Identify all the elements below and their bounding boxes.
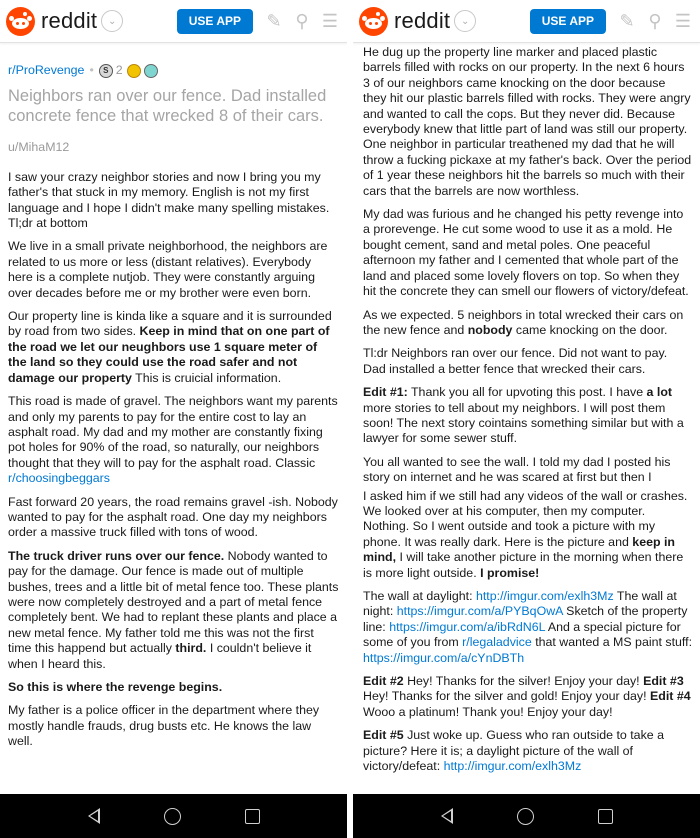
paragraph: Edit #1: Thank you all for upvoting this post. I have a lot more stories to tell about my neighbors. I will post them soon! The next story cointains something similar but with a lawyer for some sewer stuff. — [363, 385, 684, 446]
reddit-wordmark[interactable]: reddit — [41, 8, 98, 33]
paragraph: Fast forward 20 years, the road remains gravel -ish. Nobody wanted to pay for the asphalt road. One day my neighbors order a massive truck filled with tons of wood. — [8, 494, 338, 540]
post-content — [353, 43, 700, 794]
menu-icon[interactable]: ☰ — [321, 10, 339, 31]
post-author[interactable]: u/MihaM12 — [8, 140, 70, 155]
paragraph: I asked him if we still had any videos of the wall or crashes. We looked over at his computer, then my computer. Nothing. So I went outside and took a picture with my phone. It was really dark. Here is the picture and keep in mind, I will take another picture in the morning when there is more light outside. I promise! — [363, 488, 688, 580]
paragraph: As we expected. 5 neighbors in total wrecked their cars on the new fence and nobody came knocking on the door. — [363, 307, 684, 337]
paragraph: The truck driver runs over our fence. Nobody wanted to pay for the damage. Our fence is made out of multiple bushes, trees and a little bit of metal fence too. These plants were now completely destroyed and a part of metal fence completely bent. We had to replant these plants and place a new metal fence. My father told me this was not the first time this happend but actually third. I couldn't believe it when I heard this. — [8, 548, 339, 671]
reddit-wordmark[interactable]: reddit — [394, 8, 451, 33]
paragraph: You all wanted to see the wall. I told my dad I posted his story on internet and he was scared at first but then I — [363, 454, 671, 485]
paragraph: Our property line is kinda like a square and it is surrounded by road from two sides. Keep in mind that on one part of the road we let our neughbors use 1 square meter of the land so they could use the road safer and not damage our property This is cruicial information. — [8, 309, 332, 385]
separator: • — [89, 63, 94, 77]
use-app-button[interactable]: USE APP — [530, 9, 606, 34]
silver-award-icon: S — [99, 64, 113, 78]
back-icon[interactable] — [88, 808, 100, 824]
imgur-link-night[interactable]: https://imgur.com/a/PYBqOwA — [396, 604, 563, 619]
paragraph: This road is made of gravel. The neighbors want my parents and only my parents to pay for the entire cost to lay an asphalt road. My dad and my mother are constantly fixing pot holes for 90% of the road, so naturally, our neighbors thought that they will to pay for the asphalt road. Classic r/choosingbeggars — [8, 394, 338, 486]
chevron-down-icon[interactable]: ⌄ — [101, 10, 123, 32]
paragraph: We live in a small private neighborhood, the neighbors are related to us more or less (distant relatives). Everybody here is a complete nutjob. They were constantly arguing over decades before me or my brother were even born. — [8, 239, 328, 300]
paragraph: I saw your crazy neighbor stories and now I bring you my father's that stuck in my memory. English is not my first language and I hope I didn't make many spelling mistakes. Tl;dr at bottom — [8, 169, 330, 231]
search-icon[interactable]: ⚲ — [295, 10, 309, 31]
right-screenshot — [353, 0, 700, 838]
imgur-link-mspaint[interactable]: https://imgur.com/a/cYnDBTh — [363, 650, 525, 665]
home-icon[interactable] — [517, 808, 534, 825]
android-nav-bar — [0, 794, 347, 838]
paragraph: My father is a police officer in the department where they mostly handle frauds, drug busts etc. He knows the law well. — [8, 703, 320, 749]
imgur-link-sketch[interactable]: https://imgur.com/a/ibRdN6L — [389, 619, 546, 634]
home-icon[interactable] — [164, 808, 181, 825]
legaladvice-link[interactable]: r/legaladvice — [462, 635, 532, 650]
paragraph: The wall at daylight: http://imgur.com/exlh3Mz The wall at night: https://imgur.com/a/PYBqOwA Sketch of the property line: https://imgur.com/a/ibRdN6L And a special picture for some of you from r/legaladvice that wanted a MS paint stuff: https://imgur.com/a/cYnDBTh — [363, 589, 693, 665]
post-title[interactable]: Neighbors ran over our fence. Dad installed concrete fence that wrecked 8 of their cars. — [8, 87, 327, 126]
paragraph: So this is where the revenge begins. — [8, 680, 223, 694]
pencil-icon[interactable]: ✎ — [619, 10, 635, 31]
platinum-award-icon — [144, 64, 158, 78]
left-screenshot — [0, 0, 347, 838]
back-icon[interactable] — [441, 808, 453, 824]
use-app-button[interactable]: USE APP — [177, 9, 253, 34]
pencil-icon[interactable]: ✎ — [266, 10, 282, 31]
silver-award-count: 2 — [115, 63, 123, 77]
search-icon[interactable]: ⚲ — [648, 10, 662, 31]
paragraph: My dad was furious and he changed his petty revenge into a prorevenge. He cut some wood to use it as a mold. He bought cement, sand and metal poles. One peaceful afternoon my father and I cemented that whole part of the land and placed some lovely flovers on top. So when they hit the concrete they can smell our flowers of victory/defeat. — [363, 207, 689, 299]
gold-award-icon — [127, 64, 141, 78]
choosingbeggars-link[interactable]: r/choosingbeggars — [8, 471, 110, 486]
reddit-logo-icon[interactable] — [359, 7, 388, 36]
menu-icon[interactable]: ☰ — [674, 10, 692, 31]
paragraph: Edit #5 Just woke up. Guess who ran outside to take a picture? Here it is; a daylight picture of the wall of victory/defeat: http://imgur.com/exlh3Mz — [363, 728, 664, 774]
top-bar — [353, 0, 700, 43]
paragraph: Tl:dr Neighbors ran over our fence. Did not want to pay. Dad installed a better fence that wrecked their cars. — [363, 346, 668, 376]
recents-icon[interactable] — [245, 809, 260, 824]
paragraph: He dug up the property line marker and placed plastic barrels filled with rocks on our property. In the next 6 hours 3 of our neighbors came knocking on the door because they hit our plastic barrels filled with rocks. They were angry and wanted to call the cops. But they never did. Because everybody knew that little part of land was still our property. One neighbor in particular treathened my dad that he will throw a fucking pickaxe at my father's back. Over the period of 1 year these neighbors hit the barrels so much with their cars that the barrels are now worthless. — [363, 45, 692, 198]
imgur-link-daylight-2[interactable]: http://imgur.com/exlh3Mz — [443, 759, 582, 774]
chevron-down-icon[interactable]: ⌄ — [454, 10, 476, 32]
top-bar — [0, 0, 347, 43]
imgur-link-daylight[interactable]: http://imgur.com/exlh3Mz — [475, 589, 614, 603]
paragraph: Edit #2 Hey! Thanks for the silver! Enjoy your day! Edit #3 Hey! Thanks for the silver and gold! Enjoy your day! Edit #4 Wooo a platinum! Thank you! Enjoy your day! — [363, 674, 691, 719]
post-meta — [8, 63, 339, 78]
post-content — [0, 43, 347, 794]
recents-icon[interactable] — [598, 809, 613, 824]
reddit-logo-icon[interactable] — [6, 7, 35, 36]
android-nav-bar — [353, 794, 700, 838]
subreddit-link[interactable]: r/ProRevenge — [8, 63, 85, 77]
